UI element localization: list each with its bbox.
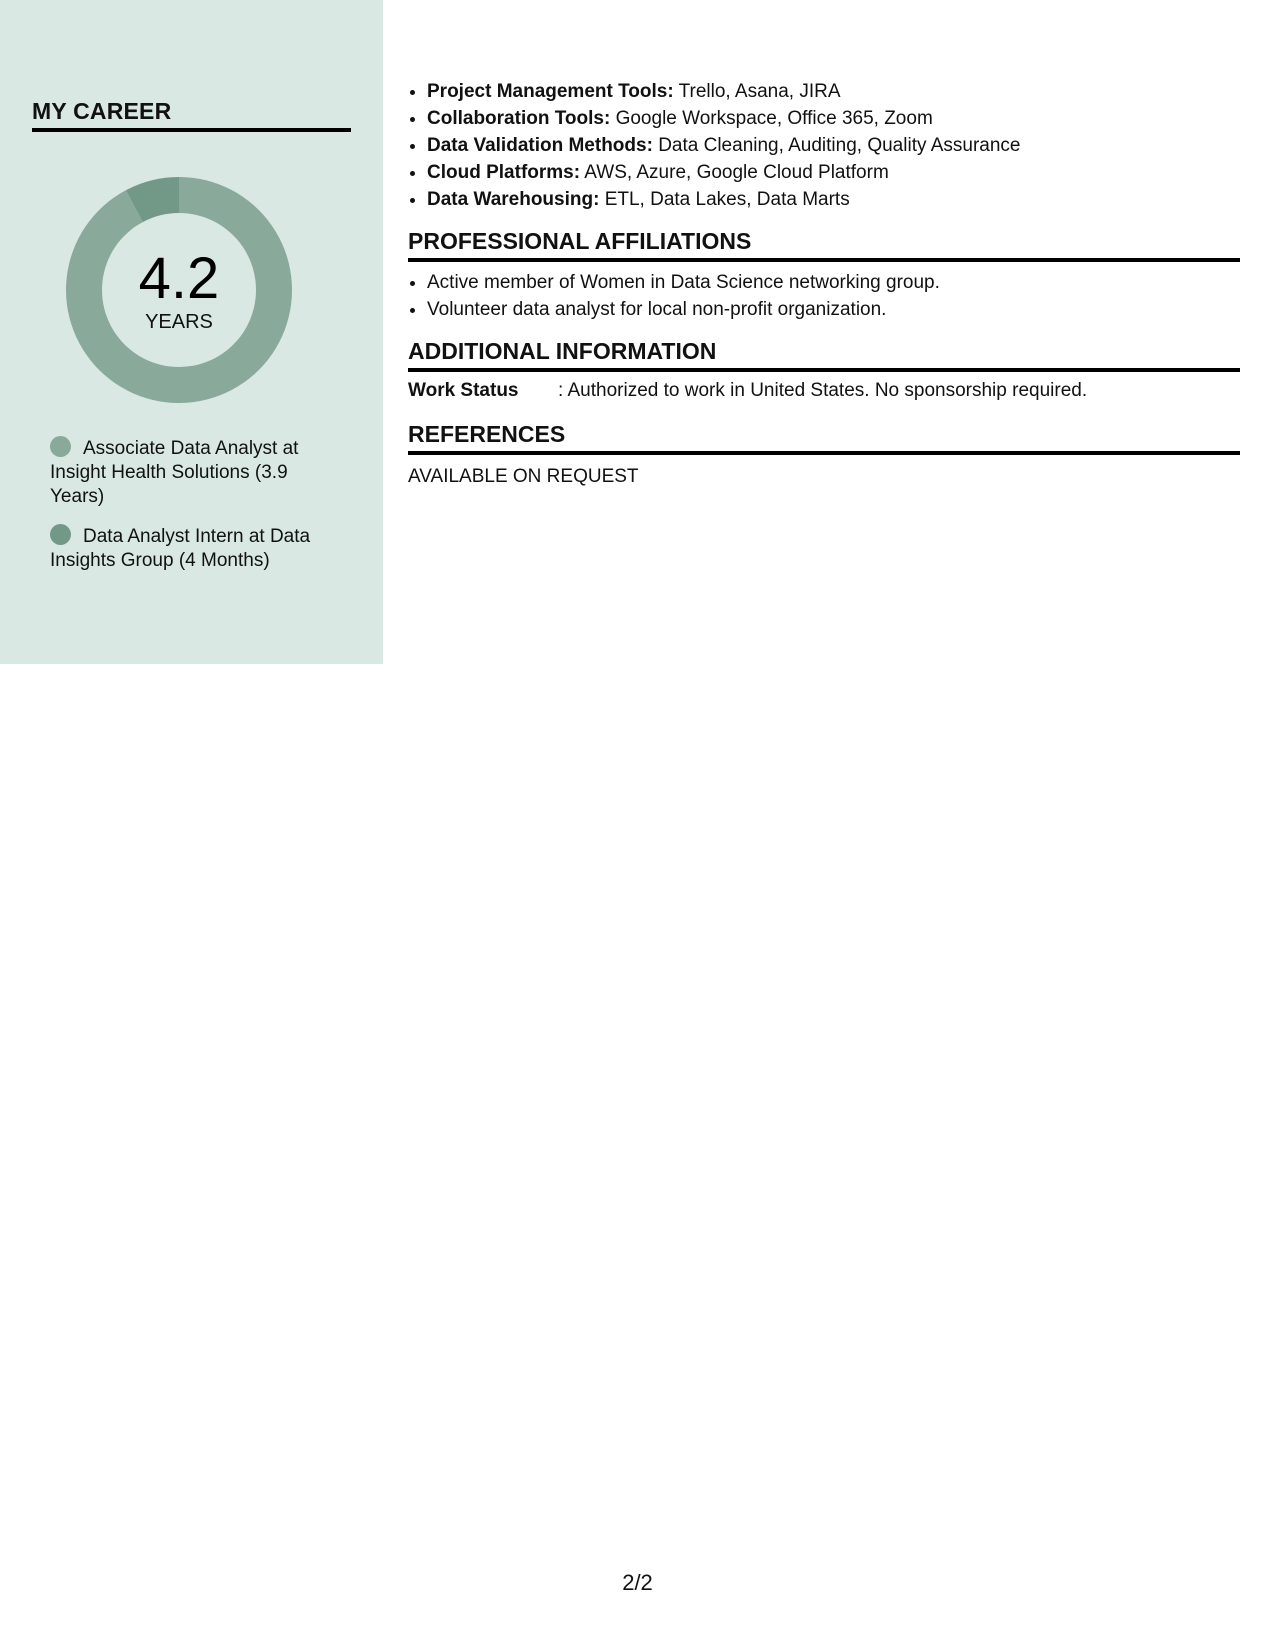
list-item — [427, 186, 1240, 213]
donut-center — [66, 177, 292, 403]
skill-label: Cloud Platforms: — [427, 162, 581, 183]
career-legend-label: Associate Data Analyst at Insight Health Solutions (3.9 Years) — [50, 438, 299, 507]
skill-label: Project Management Tools: — [427, 81, 674, 102]
list-item — [427, 159, 1240, 186]
work-status-label: Work Status — [408, 380, 519, 401]
affiliations-heading: PROFESSIONAL AFFILIATIONS — [408, 227, 1240, 262]
skills-list — [408, 78, 1240, 213]
career-legend-item — [50, 524, 320, 573]
skill-value: Data Cleaning, Auditing, Quality Assurance — [652, 135, 1021, 156]
career-legend — [50, 436, 320, 588]
legend-dot-icon — [50, 524, 71, 545]
list-item: • Active member of Women in Data Science networking group. — [427, 269, 1240, 296]
list-item — [427, 132, 1240, 159]
affiliations-list — [408, 269, 1240, 323]
total-years-value: 4.2 — [138, 246, 220, 311]
skill-label: Data Validation Methods: — [427, 135, 653, 156]
work-status-value: : Authorized to work in United States. No sponsorship required. — [558, 380, 1088, 401]
work-status-row — [408, 378, 1240, 404]
list-item: • Volunteer data analyst for local non-profit organization. — [427, 296, 1240, 323]
total-years-unit: YEARS — [145, 311, 213, 333]
list-item — [427, 78, 1240, 105]
skill-value: Trello, Asana, JIRA — [673, 81, 841, 102]
skill-label: Collaboration Tools: — [427, 108, 611, 129]
skill-label: Data Warehousing: — [427, 189, 600, 210]
skill-value: AWS, Azure, Google Cloud Platform — [580, 162, 889, 183]
skill-value: Google Workspace, Office 365, Zoom — [610, 108, 933, 129]
list-item — [427, 105, 1240, 132]
references-text: AVAILABLE ON REQUEST — [408, 466, 639, 487]
career-legend-label: Data Analyst Intern at Data Insights Group (4 Months) — [50, 526, 311, 571]
additional-info-heading: ADDITIONAL INFORMATION — [408, 337, 1240, 372]
career-heading: MY CAREER — [32, 97, 351, 132]
skill-value: ETL, Data Lakes, Data Marts — [599, 189, 850, 210]
career-donut-chart — [66, 177, 292, 403]
references-heading: REFERENCES — [408, 420, 1240, 455]
main-content — [408, 78, 1240, 490]
page-number: 2/2 — [622, 1570, 653, 1595]
career-sidebar — [0, 0, 383, 664]
legend-dot-icon — [50, 436, 71, 457]
career-legend-item — [50, 436, 320, 509]
